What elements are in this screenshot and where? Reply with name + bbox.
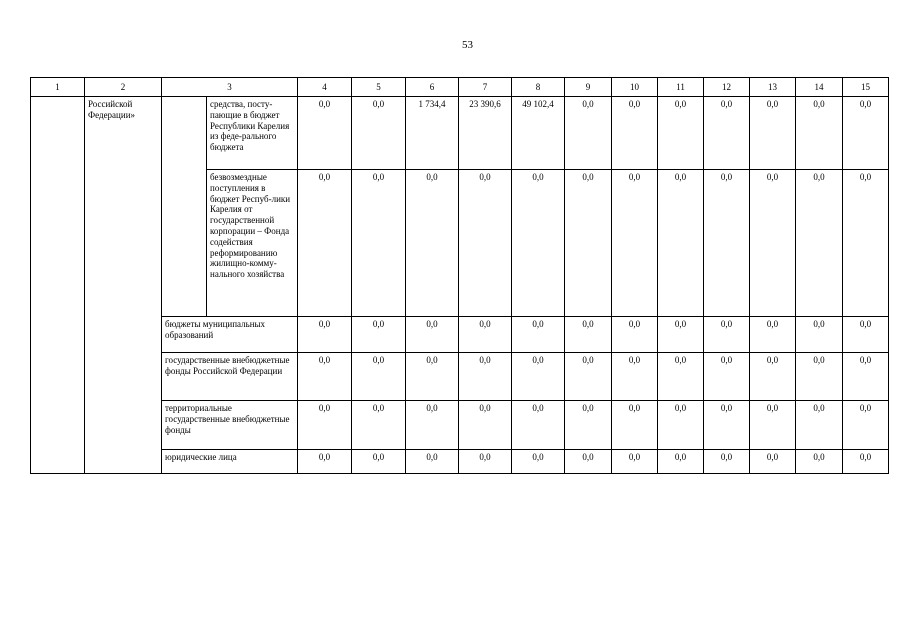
- value-cell: 0,0: [459, 170, 512, 317]
- column-number: 6: [406, 78, 459, 97]
- value-cell: 0,0: [612, 401, 658, 450]
- value-cell: 0,0: [750, 450, 796, 474]
- value-cell: 0,0: [843, 401, 889, 450]
- row-label: безвозмездные поступления в бюджет Респуб-лики Карелия от государственной корпорации – Фонда содействия реформированию жилищно-комму-нального хозяйства: [207, 170, 298, 317]
- value-cell: 0,0: [406, 450, 459, 474]
- row-label: юридические лица: [162, 450, 298, 474]
- value-cell: 0,0: [796, 317, 843, 353]
- value-cell: 0,0: [406, 353, 459, 401]
- value-cell: 0,0: [352, 170, 406, 317]
- row-label: государственные внебюджетные фонды Российской Федерации: [162, 353, 298, 401]
- col1-cell: [31, 97, 85, 474]
- column-number: 5: [352, 78, 406, 97]
- value-cell: 0,0: [796, 170, 843, 317]
- value-cell: 0,0: [796, 401, 843, 450]
- value-cell: 0,0: [612, 450, 658, 474]
- value-cell: 0,0: [612, 97, 658, 170]
- value-cell: 0,0: [750, 97, 796, 170]
- value-cell: 0,0: [612, 353, 658, 401]
- value-cell: 0,0: [565, 353, 612, 401]
- column-number-row: [31, 78, 889, 97]
- value-cell: 0,0: [750, 170, 796, 317]
- column-number: 2: [85, 78, 162, 97]
- value-cell: 0,0: [512, 450, 565, 474]
- value-cell: 0,0: [406, 317, 459, 353]
- value-cell: 0,0: [565, 97, 612, 170]
- column-number: 12: [704, 78, 750, 97]
- value-cell: 0,0: [704, 170, 750, 317]
- value-cell: 0,0: [658, 170, 704, 317]
- value-cell: 0,0: [750, 317, 796, 353]
- row-label: территориальные государственные внебюджетные фонды: [162, 401, 298, 450]
- value-cell: 0,0: [704, 450, 750, 474]
- value-cell: 0,0: [704, 353, 750, 401]
- value-cell: 0,0: [298, 450, 352, 474]
- value-cell: 0,0: [459, 317, 512, 353]
- value-cell: 0,0: [843, 170, 889, 317]
- col3-blank-cell: [162, 97, 207, 317]
- page-number: 53: [462, 39, 473, 51]
- value-cell: 0,0: [750, 401, 796, 450]
- value-cell: 0,0: [612, 170, 658, 317]
- column-number: 9: [565, 78, 612, 97]
- column-number: 7: [459, 78, 512, 97]
- value-cell: 49 102,4: [512, 97, 565, 170]
- value-cell: 0,0: [352, 401, 406, 450]
- value-cell: 0,0: [406, 170, 459, 317]
- value-cell: 0,0: [843, 97, 889, 170]
- value-cell: 0,0: [459, 353, 512, 401]
- value-cell: 0,0: [796, 97, 843, 170]
- column-number: 8: [512, 78, 565, 97]
- value-cell: 0,0: [512, 353, 565, 401]
- value-cell: 0,0: [352, 97, 406, 170]
- value-cell: 0,0: [298, 401, 352, 450]
- value-cell: 0,0: [298, 170, 352, 317]
- value-cell: 0,0: [658, 450, 704, 474]
- value-cell: 0,0: [512, 317, 565, 353]
- value-cell: 0,0: [406, 401, 459, 450]
- value-cell: 0,0: [298, 317, 352, 353]
- value-cell: 0,0: [658, 353, 704, 401]
- table-row: [31, 97, 889, 170]
- value-cell: 0,0: [298, 353, 352, 401]
- value-cell: 0,0: [658, 97, 704, 170]
- value-cell: 0,0: [512, 401, 565, 450]
- value-cell: 0,0: [352, 317, 406, 353]
- col2-cell: Российской Федерации»: [85, 97, 162, 474]
- value-cell: 0,0: [796, 450, 843, 474]
- value-cell: 0,0: [298, 97, 352, 170]
- value-cell: 0,0: [512, 170, 565, 317]
- value-cell: 0,0: [565, 317, 612, 353]
- value-cell: 0,0: [843, 317, 889, 353]
- value-cell: 0,0: [843, 450, 889, 474]
- column-number: 1: [31, 78, 85, 97]
- column-number: 10: [612, 78, 658, 97]
- row-label: средства, посту-пающие в бюджет Республики Карелия из феде-рального бюджета: [207, 97, 298, 170]
- column-number: 11: [658, 78, 704, 97]
- value-cell: 0,0: [704, 97, 750, 170]
- column-number: 14: [796, 78, 843, 97]
- column-number: 13: [750, 78, 796, 97]
- value-cell: 0,0: [612, 317, 658, 353]
- value-cell: 0,0: [843, 353, 889, 401]
- column-number: 4: [298, 78, 352, 97]
- value-cell: 0,0: [565, 401, 612, 450]
- value-cell: 0,0: [658, 317, 704, 353]
- value-cell: 0,0: [658, 401, 704, 450]
- value-cell: 0,0: [796, 353, 843, 401]
- value-cell: 0,0: [459, 450, 512, 474]
- column-number: 15: [843, 78, 889, 97]
- value-cell: 23 390,6: [459, 97, 512, 170]
- value-cell: 0,0: [565, 450, 612, 474]
- budget-table: [30, 77, 889, 474]
- value-cell: 0,0: [704, 401, 750, 450]
- value-cell: 1 734,4: [406, 97, 459, 170]
- value-cell: 0,0: [565, 170, 612, 317]
- value-cell: 0,0: [459, 401, 512, 450]
- value-cell: 0,0: [352, 353, 406, 401]
- value-cell: 0,0: [704, 317, 750, 353]
- value-cell: 0,0: [352, 450, 406, 474]
- row-label: бюджеты муниципальных образований: [162, 317, 298, 353]
- value-cell: 0,0: [750, 353, 796, 401]
- column-number: 3: [162, 78, 298, 97]
